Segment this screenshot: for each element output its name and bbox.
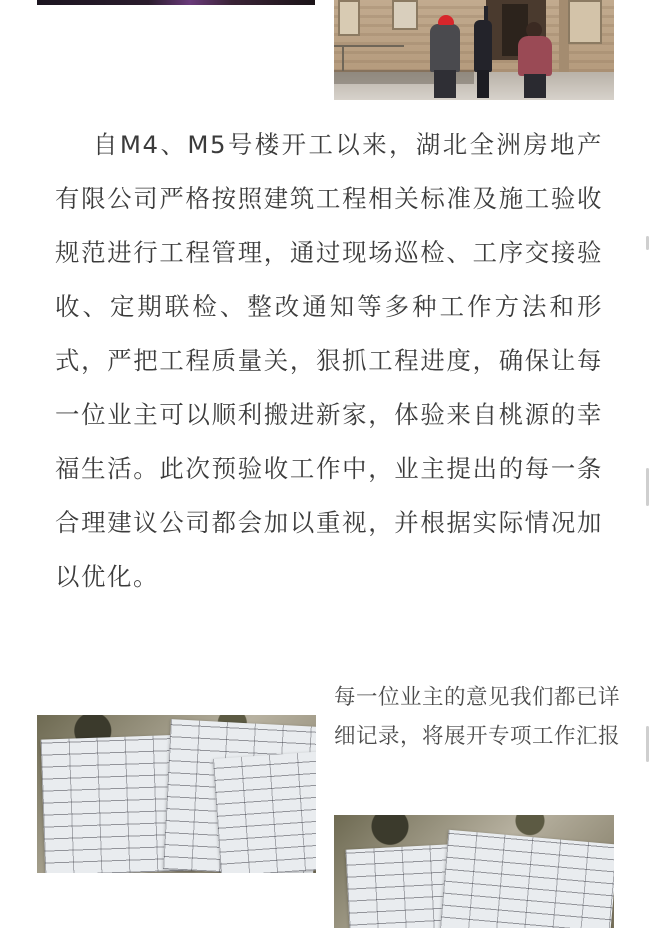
site-inspection-photo [334, 0, 614, 100]
inspector-legs [434, 70, 456, 98]
records-stack-photo [334, 815, 614, 928]
window [338, 0, 360, 36]
photo-caption: 每一位业主的意见我们都已详细记录，将展开专项工作汇报 [334, 685, 621, 749]
record-sheet [213, 751, 316, 873]
scroll-indicator [646, 468, 649, 506]
railing [334, 45, 404, 47]
railing-post [342, 45, 344, 71]
inspector-person [430, 24, 460, 72]
scroll-indicator [646, 726, 649, 762]
top-left-photo [37, 0, 315, 5]
owner-legs [524, 74, 546, 98]
person-pointing [474, 20, 492, 72]
scroll-indicator [646, 236, 649, 250]
scrollbar[interactable] [644, 0, 650, 928]
window [392, 0, 418, 30]
window [568, 0, 602, 44]
red-hardhat [438, 15, 454, 25]
homeowner-person [518, 36, 552, 76]
inspection-records-photo [37, 715, 316, 873]
record-sheet [440, 830, 614, 928]
article-body-paragraph: 自M4、M5号楼开工以来，湖北全洲房地产有限公司严格按照建筑工程相关标准及施工验收规范进行工程管理，通过现场巡检、工序交接验收、定期联检、整改通知等多种工作方法和形式，严把工程质量关，狠抓工程进度，确保让每一位业主可以顺利搬进新家，体验来自桃源的幸福生活。此次预验收工作中，业主提出的每一条合理建议公司都会加以重视，并根据实际情况加以优化。 [55, 130, 603, 591]
person-legs [477, 70, 489, 98]
